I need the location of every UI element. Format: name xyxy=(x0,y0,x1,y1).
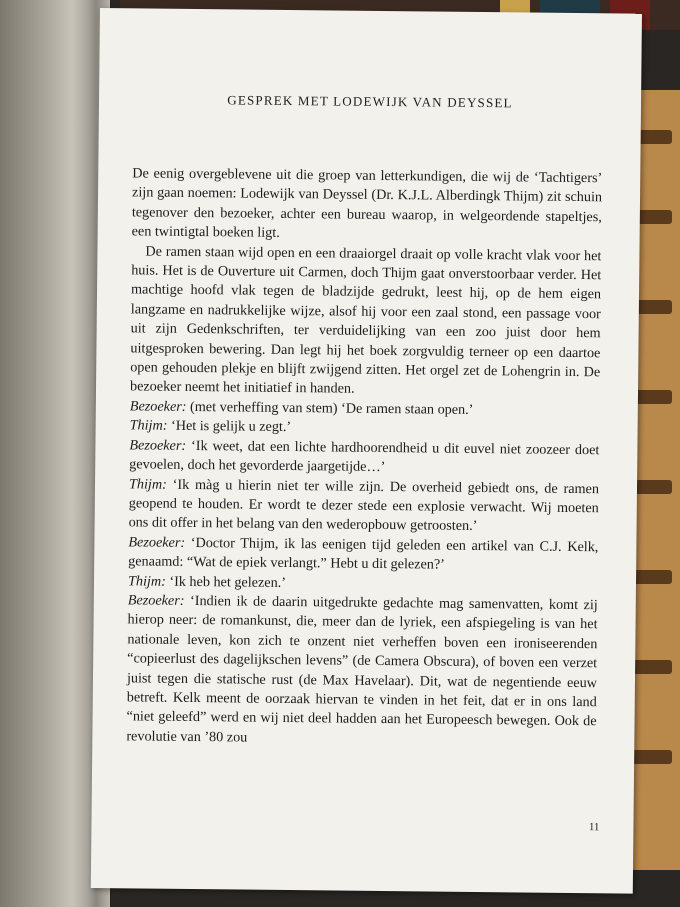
dialogue-text: ‘Ik heb het gelezen.’ xyxy=(169,573,287,591)
dialogue-line xyxy=(126,591,598,751)
dialogue-line xyxy=(129,475,600,538)
paragraph-scene: De ramen staan wijd open en een draaiorgel draait op volle kracht vlak voor het huis. Het is de Ouverture uit Carmen, doch Thijm gaat onverstoorbaar verder. Het machtige hoofd vlak tegen de bladzijde gedrukt, leest hij, op de hem eigen langzame en nadrukkelijke wijze, alsof hij voor een zaal stond, een passage voor uit zijn Gedenkschriften, ter verduidelijking van een zoo juist door hem uitgesproken bewering. Dan legt hij het boek zorgvuldig terneer op een daartoe open gehouden plekje en blijft zwijgend zitten. Het orgel zet de Lohengrin in. De bezoeker neemt het initiatief in handen. xyxy=(129,243,602,398)
speaker-label: Bezoeker: xyxy=(129,437,187,454)
speaker-label: Bezoeker: xyxy=(129,398,187,415)
speaker-label: Thijm: xyxy=(129,417,168,435)
dialogue-text: ‘Ik weet, dat een lichte hardhoorendheid u dit euvel niet zoozeer doet gevoelen, doch het gevorderde jaargetijde…’ xyxy=(129,437,600,476)
speaker-label: Bezoeker: xyxy=(127,592,185,609)
dialogue-text: ‘Doctor Thijm, ik las eenigen tijd geleden een artikel van C.J. Kelk, genaamd: “Wat de epiek verlangt.” Hebt u dit gelezen?’ xyxy=(128,534,599,573)
speaker-label: Thijm: xyxy=(128,475,167,493)
dialogue-text: ‘Ik màg u hierin niet ter wille zijn. De overheid gebiedt ons, de ramen geopend te houden. Er wordt te dezer stede een explosie verwacht. Wij moeten ons dit offer in het belang van den wederopbouw getroosten.’ xyxy=(128,476,600,535)
page-body xyxy=(126,164,602,751)
dialogue-text: (met verheffing van stem) ‘De ramen staan open.’ xyxy=(190,398,474,418)
dialogue-line xyxy=(129,436,599,480)
book-page xyxy=(91,8,642,894)
running-header: GESPREK MET LODEWIJK VAN DEYSSEL xyxy=(227,92,513,111)
dialogue-line xyxy=(128,533,598,577)
speaker-label: Thijm: xyxy=(127,572,166,590)
paragraph-intro: De eenig overgeblevene uit die groep van letterkundigen, die wij de ‘Tachtigers’ zijn gaan noemen: Lodewijk van Deyssel (Dr. K.J.L. Alberdingk Thijm) zit schuin tegenover den bezoeker, achter een bureau waarop, in welgeordende stapeltjes, een twintigtal boeken ligt. xyxy=(131,165,603,242)
page-number: 11 xyxy=(588,821,600,834)
dialogue-text: ‘Het is gelijk u zegt.’ xyxy=(170,418,292,436)
dialogue-text: ‘Indien ik de daarin uitgedrukte gedachte mag samenvatten, komt zij hierop neer: de romankunst, die, meer dan de lyriek, een afspiegeling is van het nationale leven, kon zich te onzent niet verheffen boven een ironiseerenden “copieerlust des dagelijkschen levens” (de Camera Obscura), of boven een verzet juist tegen die statische rust (de Max Havelaar). Dit, wat de negentiende eeuw betreft. Kelk meent de oorzaak hiervan te vinden in het feit, dat er in ons land “niet geleefd” werd en wij niet deel hadden aan het Europeesch bewegen. Ook de revolutie van ’80 zou xyxy=(126,592,598,746)
speaker-label: Bezoeker: xyxy=(128,534,186,551)
